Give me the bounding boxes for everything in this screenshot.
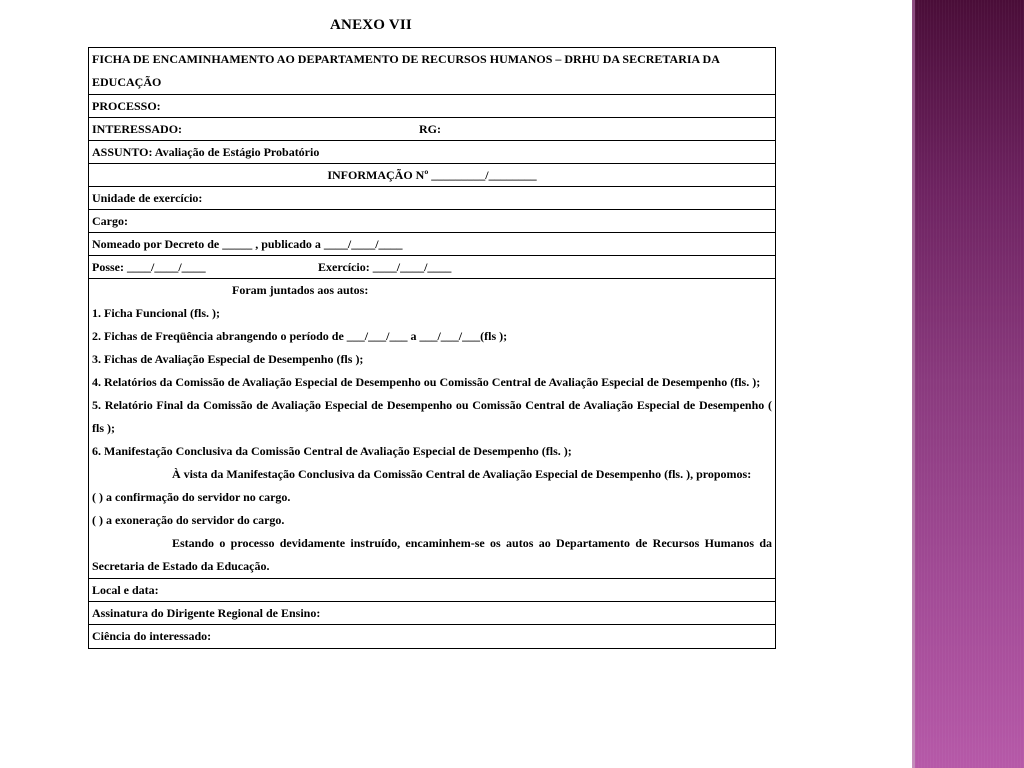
nomeado-field: Nomeado por Decreto de _____ , publicado a ____/____/____ [89,233,775,256]
proposal-paragraph: À vista da Manifestação Conclusiva da Comissão Central de Avaliação Especial de Desempenho (fls. ), propomos: [172,467,752,481]
ciencia-field: Ciência do interessado: [92,629,212,643]
autos-item: 6. Manifestação Conclusiva da Comissão Central de Avaliação Especial de Desempenho (fls. ); [92,444,572,458]
exercicio-field: Exercício: ____/____/____ [318,260,452,274]
autos-section [89,279,775,579]
cargo-field: Cargo: [89,210,775,233]
option-confirmation: ( ) a confirmação do servidor no cargo. [92,490,291,504]
interessado-row [89,118,775,141]
decorative-side-band [912,0,1024,768]
annex-title: ANEXO VII [330,17,412,33]
posse-field: Posse: ____/____/____ [92,260,206,274]
posse-row [89,256,775,279]
rg-label: RG: [419,122,441,136]
processo-field: PROCESSO: [89,95,775,118]
informacao-number: INFORMAÇÃO Nº _________/________ [89,164,775,187]
autos-item: 1. Ficha Funcional (fls. ); [92,306,220,320]
autos-title: Foram juntados aos autos: [232,283,369,297]
referral-form [88,47,776,649]
assunto-field: ASSUNTO: Avaliação de Estágio Probatório [89,141,775,164]
form-header: FICHA DE ENCAMINHAMENTO AO DEPARTAMENTO DE RECURSOS HUMANOS – DRHU DA SECRETARIA DA EDUCAÇÃO [89,48,775,95]
autos-item: 3. Fichas de Avaliação Especial de Desempenho (fls ); [92,352,364,366]
interessado-label: INTERESSADO: [92,122,183,136]
autos-item: 2. Fichas de Freqüência abrangendo o período de ___/___/___ a ___/___/___(fls ); [92,329,508,343]
closing-paragraph: Estando o processo devidamente instruído, encaminhem-se os autos ao Departamento de Recursos Humanos da Secretaria de Estado da Educação. [92,536,772,573]
option-exoneration: ( ) a exoneração do servidor do cargo. [92,513,285,527]
unidade-exercicio-field: Unidade de exercício: [89,187,775,210]
assinatura-field: Assinatura do Dirigente Regional de Ensino: [89,602,775,625]
autos-item: 5. Relatório Final da Comissão de Avaliação Especial de Desempenho ou Comissão Central de Avaliação Especial de Desempenho ( fls ); [92,398,772,435]
local-data-field: Local e data: [89,579,775,602]
autos-item: 4. Relatórios da Comissão de Avaliação Especial de Desempenho ou Comissão Central de Avaliação Especial de Desempenho (fls. ); [92,375,761,389]
